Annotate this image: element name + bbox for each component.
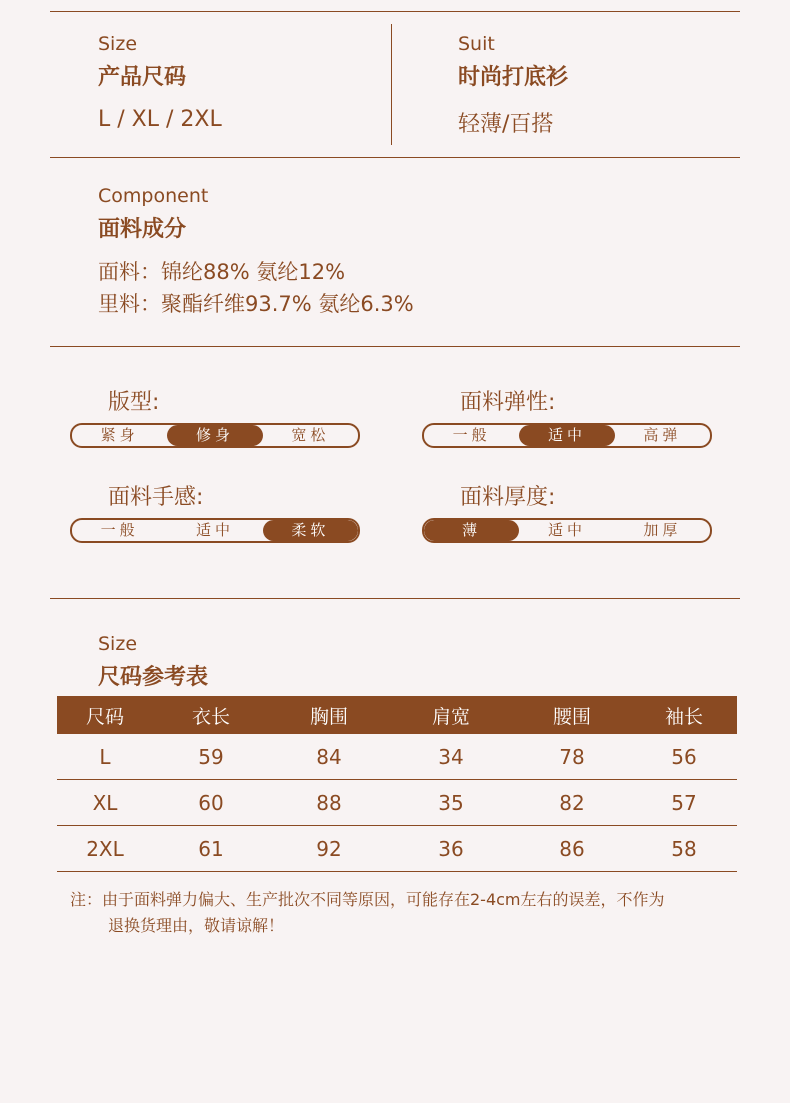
cell-chest: 88 <box>269 780 389 826</box>
attr-elasticity-scale <box>422 423 712 448</box>
note-line-2: 退换货理由，敬请谅解！ <box>108 916 285 935</box>
attr-thickness-option: 适中 <box>547 521 586 539</box>
attr-thickness-scale <box>422 518 712 543</box>
cell-length: 60 <box>153 780 269 826</box>
size-chart-eng-label: Size <box>98 633 138 655</box>
attr-handfeel-scale <box>70 518 360 543</box>
attr-thickness-option: 加厚 <box>643 521 682 539</box>
cell-sleeve: 56 <box>631 734 737 780</box>
component-line-outer: 面料：锦纶88% 氨纶12% <box>98 260 346 284</box>
size-chart-title: 尺码参考表 <box>98 665 209 690</box>
cell-size: 2XL <box>57 826 153 872</box>
attr-thickness-label: 面料厚度: <box>460 485 556 510</box>
cell-size: XL <box>57 780 153 826</box>
attr-fit-option: 宽松 <box>291 426 330 444</box>
cell-shoulder: 36 <box>389 826 513 872</box>
suit-title: 时尚打底衫 <box>458 65 569 90</box>
suit-value: 轻薄/百搭 <box>458 112 554 137</box>
divider-top <box>50 11 740 12</box>
component-eng-label: Component <box>98 185 209 207</box>
size-value: L / XL / 2XL <box>98 107 222 132</box>
attr-handfeel-option: 一般 <box>100 521 139 539</box>
cell-sleeve: 57 <box>631 780 737 826</box>
cell-waist: 86 <box>513 826 631 872</box>
cell-shoulder: 35 <box>389 780 513 826</box>
divider-spec-bottom <box>50 157 740 158</box>
header-size: 尺码 <box>57 696 153 734</box>
size-chart-table <box>57 696 737 872</box>
table-row <box>57 734 737 780</box>
suit-eng-label: Suit <box>458 33 495 55</box>
attr-handfeel-option: 适中 <box>195 521 234 539</box>
component-title: 面料成分 <box>98 217 187 242</box>
header-chest: 胸围 <box>269 696 389 734</box>
attr-fit-option: 紧身 <box>100 426 139 444</box>
cell-length: 59 <box>153 734 269 780</box>
divider-vertical <box>391 24 392 145</box>
attr-elasticity-option: 适中 <box>519 425 614 446</box>
attr-fit-scale <box>70 423 360 448</box>
attr-elasticity-option: 高弹 <box>643 426 682 444</box>
attr-elasticity-option: 一般 <box>452 426 491 444</box>
cell-chest: 92 <box>269 826 389 872</box>
size-eng-label: Size <box>98 33 138 55</box>
cell-chest: 84 <box>269 734 389 780</box>
component-line-lining: 里料：聚酯纤维93.7% 氨纶6.3% <box>98 292 414 316</box>
attr-fit-option: 修身 <box>167 425 262 446</box>
size-title: 产品尺码 <box>98 65 187 90</box>
cell-sleeve: 58 <box>631 826 737 872</box>
divider-component-bottom <box>50 346 740 347</box>
table-row <box>57 780 737 826</box>
attr-thickness-option: 薄 <box>424 520 519 541</box>
header-length: 衣长 <box>153 696 269 734</box>
note-line-1: 注：由于面料弹力偏大、生产批次不同等原因，可能存在2-4cm左右的误差，不作为 <box>70 890 665 909</box>
cell-length: 61 <box>153 826 269 872</box>
header-waist: 腰围 <box>513 696 631 734</box>
table-row <box>57 826 737 872</box>
attr-fit-label: 版型: <box>108 390 160 415</box>
size-chart-header-row <box>57 696 737 734</box>
cell-size: L <box>57 734 153 780</box>
attr-handfeel-option: 柔软 <box>263 520 358 541</box>
attr-elasticity-label: 面料弹性: <box>460 390 556 415</box>
header-shoulder: 肩宽 <box>389 696 513 734</box>
cell-waist: 82 <box>513 780 631 826</box>
cell-shoulder: 34 <box>389 734 513 780</box>
cell-waist: 78 <box>513 734 631 780</box>
divider-attributes-bottom <box>50 598 740 599</box>
attr-handfeel-label: 面料手感: <box>108 485 204 510</box>
header-sleeve: 袖长 <box>631 696 737 734</box>
